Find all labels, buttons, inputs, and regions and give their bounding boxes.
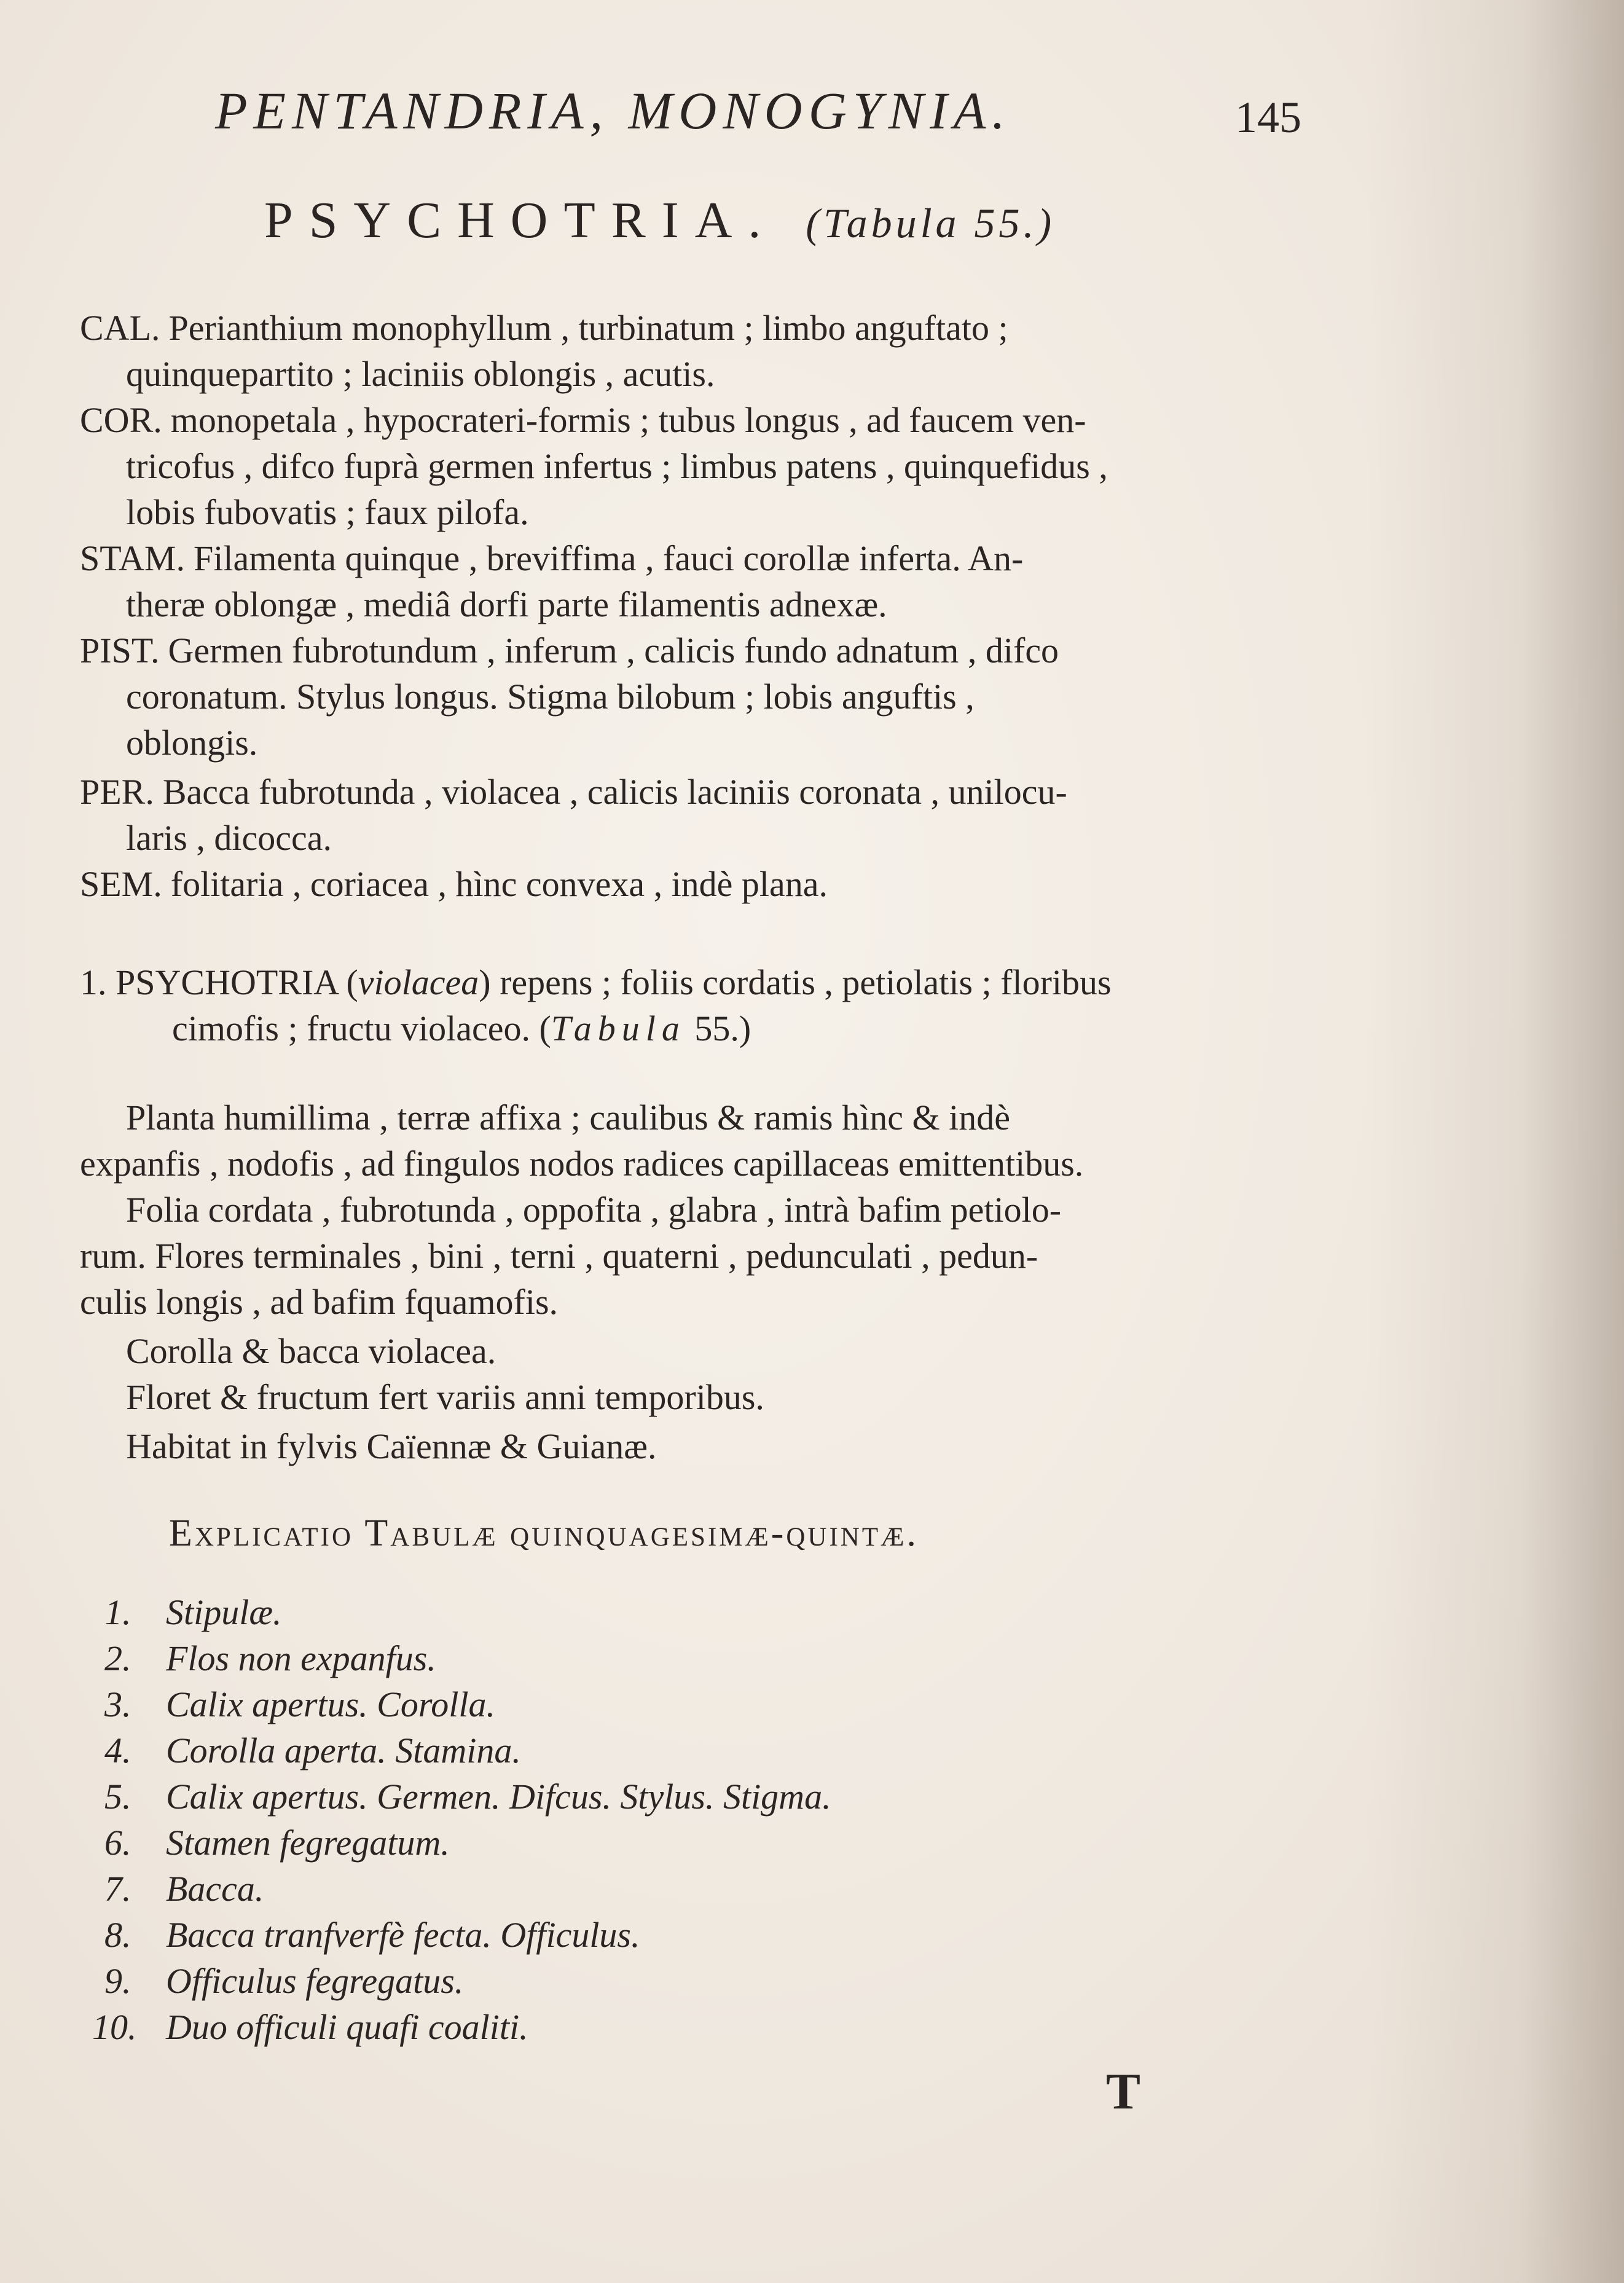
explicatio-item <box>104 1592 282 1633</box>
item-number: 3. <box>104 1684 131 1724</box>
description-line: Planta humillima , terræ affixa ; caulibus & ramis hìnc & indè <box>126 1098 1010 1138</box>
item-text: Duo officuli quafi coaliti. <box>166 2007 528 2047</box>
item-number: 10. <box>92 2007 137 2047</box>
species-text: ) repens ; foliis cordatis , petiolatis ; floribus <box>479 962 1112 1002</box>
explicatio-title: Explicatio Tabulæ quinquagesimæ-quintæ. <box>169 1512 919 1554</box>
item-number: 1. <box>104 1592 131 1632</box>
item-number: 5. <box>104 1777 131 1817</box>
description-line: culis longis , ad bafim fquamofis. <box>80 1282 559 1322</box>
char-per-line-1 <box>80 774 1067 810</box>
char-text: monopetala , hypocrateri-formis ; tubus longus , ad faucem ven- <box>170 400 1086 440</box>
char-cal-line-2: quinquepartito ; laciniis oblongis , acutis. <box>126 354 715 394</box>
species-text: PSYCHOTRIA ( <box>116 962 358 1002</box>
species-text: cimofis ; fructu violaceo. ( <box>172 1008 551 1048</box>
species-plate: Tabula <box>551 1008 686 1048</box>
char-sem-line-1 <box>80 866 828 902</box>
explicatio-item <box>104 1776 831 1817</box>
item-number: 7. <box>104 1869 131 1909</box>
description-line: Corolla & bacca violacea. <box>126 1331 496 1371</box>
item-text: Calix apertus. Germen. Difcus. Stylus. Stigma. <box>166 1777 831 1817</box>
char-text: Bacca fubrotunda , violacea , calicis laciniis coronata , unilocu- <box>162 772 1067 812</box>
item-number: 2. <box>104 1638 131 1678</box>
explicatio-item <box>104 1914 640 1955</box>
item-number: 9. <box>104 1961 131 2001</box>
page-number: 145 <box>1235 93 1301 142</box>
genus-title <box>264 191 1055 250</box>
item-text: Calix apertus. Corolla. <box>166 1684 495 1724</box>
char-label: COR. <box>80 400 162 440</box>
char-label: SEM. <box>80 864 162 904</box>
char-cor-line-2: tricofus , difco fuprà germen infertus ; limbus patens , quinquefidus , <box>126 446 1108 486</box>
species-number: 1. <box>80 962 107 1002</box>
item-number: 4. <box>104 1731 131 1770</box>
explicatio-item <box>104 1960 463 2002</box>
description-line: expanfis , nodofis , ad fingulos nodos radices capillaceas emittentibus. <box>80 1144 1084 1184</box>
signature-mark: T <box>1106 2063 1141 2120</box>
char-stam-line-2: theræ oblongæ , mediâ dorfi parte filamentis adnexæ. <box>126 584 887 624</box>
char-pist-line-1 <box>80 633 1059 669</box>
explicatio-item <box>92 2006 528 2048</box>
item-text: Stipulæ. <box>166 1592 282 1632</box>
explicatio-item <box>104 1822 450 1863</box>
item-text: Officulus fegregatus. <box>166 1961 464 2001</box>
running-header: PENTANDRIA, MONOGYNIA. <box>215 81 1011 140</box>
explicatio-item <box>104 1638 436 1679</box>
description-line: rum. Flores terminales , bini , terni , quaterni , pedunculati , pedun- <box>80 1236 1038 1276</box>
char-text: folitaria , coriacea , hìnc convexa , indè plana. <box>170 864 828 904</box>
item-text: Bacca tranfverfè fecta. Officulus. <box>166 1915 640 1955</box>
char-cal-line-1 <box>80 310 1008 346</box>
char-text: Filamenta quinque , breviffima , fauci corollæ inferta. An- <box>194 538 1024 578</box>
species-line-1 <box>80 962 1112 1002</box>
char-stam-line-1 <box>80 538 1024 578</box>
item-text: Stamen fegregatum. <box>166 1823 450 1863</box>
explicatio-item <box>104 1684 495 1725</box>
char-pist-line-2: coronatum. Stylus longus. Stigma bilobum ; lobis anguftis , <box>126 677 975 717</box>
species-epithet: violacea <box>358 962 479 1002</box>
char-text: Perianthium monophyllum , turbinatum ; limbo anguftato ; <box>168 308 1008 348</box>
explicatio-item <box>104 1868 264 1909</box>
item-number: 8. <box>104 1915 131 1955</box>
page-gutter-shadow <box>1366 0 1624 2283</box>
description-line: Floret & fructum fert variis anni temporibus. <box>126 1377 764 1417</box>
char-cor-line-1 <box>80 400 1086 440</box>
plate-reference: (Tabula 55.) <box>806 200 1056 246</box>
item-text: Bacca. <box>166 1869 264 1909</box>
char-label: PIST. <box>80 631 160 670</box>
explicatio-item <box>104 1730 521 1771</box>
item-text: Corolla aperta. Stamina. <box>166 1731 521 1770</box>
item-number: 6. <box>104 1823 131 1863</box>
char-cor-line-3: lobis fubovatis ; faux pilofa. <box>126 492 529 532</box>
species-line-2 <box>172 1008 751 1048</box>
char-label: STAM. <box>80 538 185 578</box>
species-text: 55.) <box>685 1008 751 1048</box>
char-label: PER. <box>80 772 154 812</box>
char-pist-line-3: oblongis. <box>126 723 258 763</box>
item-text: Flos non expanfus. <box>166 1638 436 1678</box>
genus-name: PSYCHOTRIA. <box>264 192 777 249</box>
description-line: Habitat in fylvis Caïennæ & Guianæ. <box>126 1426 657 1466</box>
char-per-line-2: laris , dicocca. <box>126 818 332 858</box>
description-line: Folia cordata , fubrotunda , oppofita , glabra , intrà bafim petiolo- <box>126 1190 1062 1230</box>
char-text: Germen fubrotundum , inferum , calicis fundo adnatum , difco <box>168 631 1059 670</box>
char-label: CAL. <box>80 308 160 348</box>
